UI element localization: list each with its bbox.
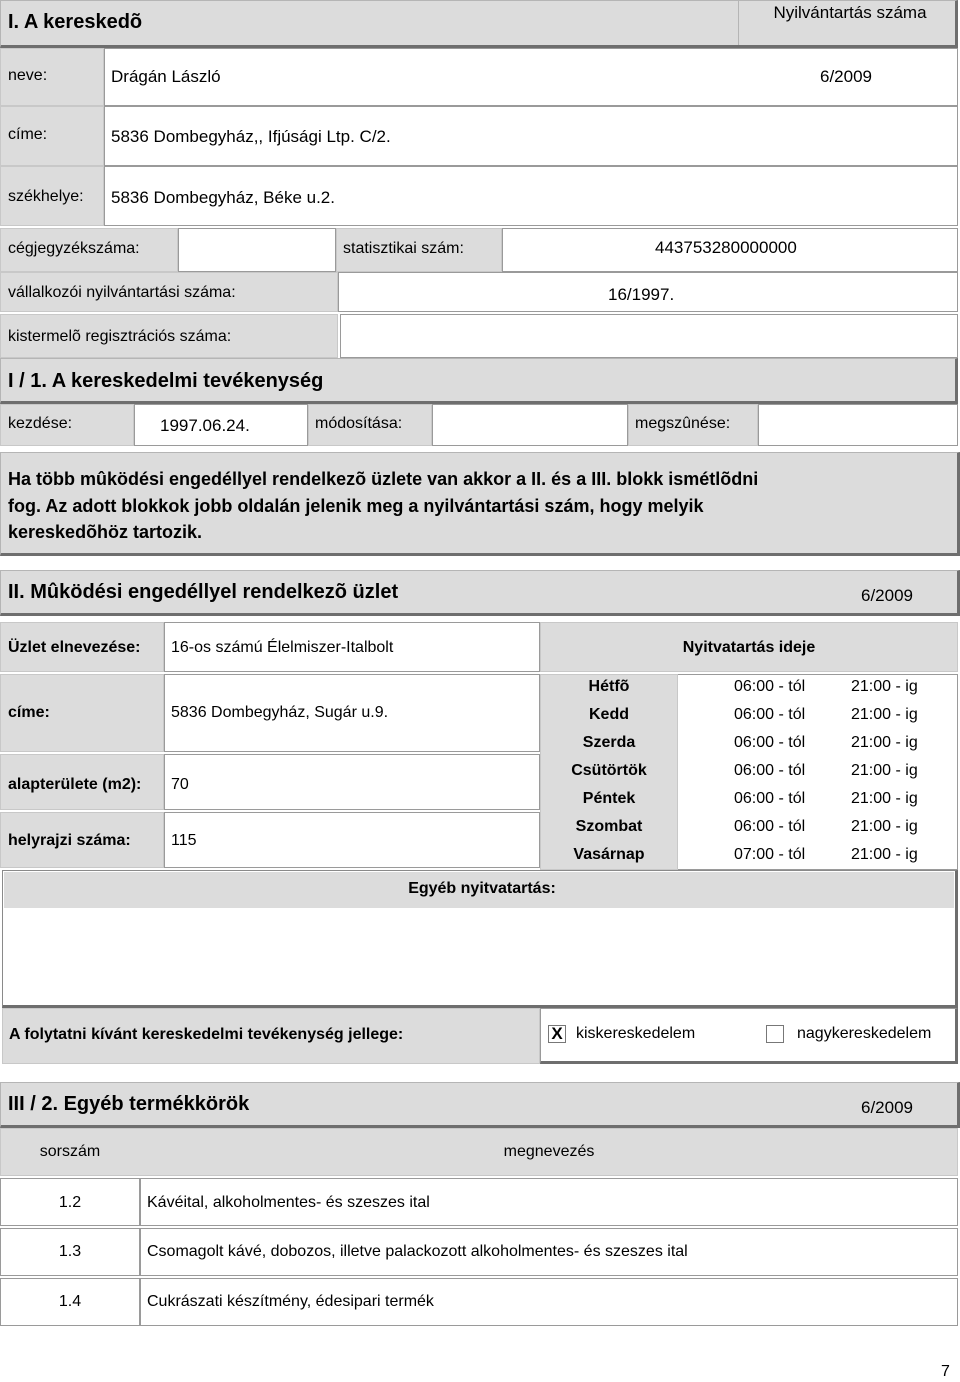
hours-day: Péntek — [582, 790, 636, 807]
hours-to: 21:00 - ig — [851, 706, 918, 723]
hours-day: Csütörtök — [571, 762, 647, 779]
modified-label: módosítása: — [315, 415, 403, 432]
hours-to: 21:00 - ig — [851, 846, 918, 863]
hours-day: Szombat — [575, 818, 643, 835]
hours-to: 21:00 - ig — [851, 734, 918, 751]
name-value: Drágán László — [111, 67, 221, 86]
registry-label: Nyilvántartás száma — [773, 3, 927, 22]
hours-from: 06:00 - tól — [734, 790, 806, 807]
opening-title: Nyitvatartás ideje — [682, 639, 816, 656]
company-reg-value-cell — [178, 228, 336, 272]
hours-to: 21:00 - ig — [851, 678, 918, 695]
hours-from: 06:00 - tól — [734, 762, 806, 779]
activity-label: A folytatni kívánt kereskedelmi tevékenység jellege: — [9, 1026, 404, 1043]
company-reg-label: cégjegyzékszáma: — [8, 240, 140, 257]
product-name: Csomagolt kávé, dobozos, illetve palackozott alkoholmentes- és szeszes ital — [147, 1243, 688, 1260]
product-name: Kávéital, alkoholmentes- és szeszes ital — [147, 1194, 430, 1211]
section-ii-title: II. Mûködési engedéllyel rendelkezõ üzlet — [8, 581, 399, 603]
hours-from: 06:00 - tól — [734, 734, 806, 751]
col-number-header: sorszám — [39, 1143, 101, 1160]
hours-day: Kedd — [589, 706, 629, 723]
stat-label: statisztikai szám: — [343, 240, 464, 257]
product-number: 1.4 — [58, 1293, 82, 1310]
hours-from: 07:00 - tól — [734, 846, 806, 863]
address-label: címe: — [8, 126, 48, 143]
area-value: 70 — [171, 776, 189, 793]
section-iii-2-title: III / 2. Egyéb termékkörök — [8, 1093, 250, 1115]
shop-name-label: Üzlet elnevezése: — [8, 639, 141, 656]
producer-label: kistermelõ regisztrációs száma: — [8, 328, 232, 345]
plot-value: 115 — [171, 832, 197, 849]
hours-day: Hétfõ — [588, 678, 630, 695]
start-value: 1997.06.24. — [160, 416, 250, 435]
seat-label: székhelye: — [8, 188, 84, 205]
stat-value: 443753280000000 — [655, 238, 797, 257]
shop-name-value: 16-os számú Élelmiszer-Italbolt — [171, 639, 394, 656]
shop-address-value: 5836 Dombegyház, Sugár u.9. — [171, 704, 389, 721]
area-label: alapterülete (m2): — [8, 776, 142, 793]
area-value-cell — [164, 754, 540, 810]
name-registry-number: 6/2009 — [820, 67, 872, 86]
retail-checkbox[interactable]: X — [548, 1025, 566, 1043]
section-ii-registry-number: 6/2009 — [861, 586, 913, 605]
plot-label: helyrajzi száma: — [8, 832, 131, 849]
section-iii-2-registry-number: 6/2009 — [861, 1098, 913, 1117]
shop-address-label: címe: — [8, 704, 50, 721]
product-name: Cukrászati készítmény, édesipari termék — [147, 1293, 434, 1310]
hours-from: 06:00 - tól — [734, 678, 806, 695]
producer-value-cell — [340, 314, 958, 358]
entrepreneur-label: vállalkozói nyilvántartási száma: — [8, 284, 236, 301]
end-label: megszûnése: — [635, 415, 731, 432]
other-hours-label: Egyéb nyitvatartás: — [408, 880, 556, 897]
product-number: 1.3 — [58, 1243, 82, 1260]
hours-from: 06:00 - tól — [734, 818, 806, 835]
page-number: 7 — [941, 1363, 950, 1380]
name-label: neve: — [8, 67, 48, 84]
section-i-1-title: I / 1. A kereskedelmi tevékenység — [8, 370, 324, 392]
hours-from: 06:00 - tól — [734, 706, 806, 723]
note-line-1: Ha több mûködési engedéllyel rendelkezõ üzlete van akkor a II. és a III. blokk ismétlõdni — [8, 469, 759, 489]
product-number: 1.2 — [58, 1194, 82, 1211]
address-value: 5836 Dombegyház,, Ifjúsági Ltp. C/2. — [111, 127, 391, 146]
hours-day: Vasárnap — [573, 846, 645, 863]
hours-day: Szerda — [582, 734, 636, 751]
wholesale-label: nagykereskedelem — [797, 1025, 932, 1042]
end-value-cell — [758, 404, 958, 446]
col-name-header: megnevezés — [503, 1143, 595, 1160]
header-divider — [738, 1, 739, 45]
modified-value-cell — [432, 404, 628, 446]
entrepreneur-value: 16/1997. — [608, 285, 675, 304]
note-line-3: kereskedõhöz tartozik. — [8, 522, 203, 542]
hours-to: 21:00 - ig — [851, 818, 918, 835]
hours-to: 21:00 - ig — [851, 762, 918, 779]
start-label: kezdése: — [8, 415, 73, 432]
section-i-title: I. A kereskedõ — [8, 11, 143, 33]
plot-value-cell — [164, 812, 540, 868]
hours-to: 21:00 - ig — [851, 790, 918, 807]
wholesale-checkbox[interactable] — [766, 1025, 784, 1043]
seat-value: 5836 Dombegyház, Béke u.2. — [111, 188, 335, 207]
note-line-2: fog. Az adott blokkok jobb oldalán jelenik meg a nyilvántartási szám, hogy melyik — [8, 496, 704, 516]
retail-label: kiskereskedelem — [576, 1025, 696, 1042]
